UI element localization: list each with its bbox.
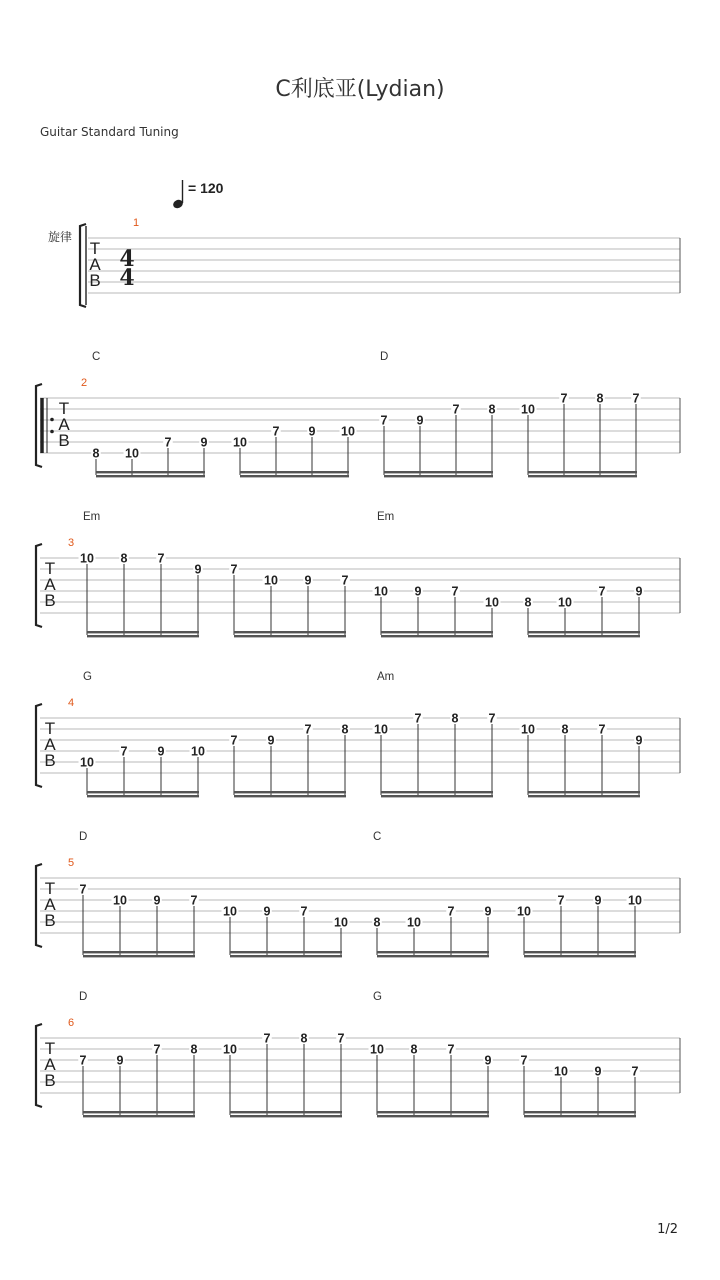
tab-letter-a: A: [44, 895, 56, 914]
beam: [524, 1111, 636, 1113]
beam: [528, 795, 640, 797]
fret-number: 8: [596, 391, 604, 406]
beam: [377, 955, 489, 957]
repeat-dot: [50, 418, 54, 422]
beam: [384, 475, 493, 477]
fret-number: 9: [267, 733, 275, 748]
beam: [96, 475, 205, 477]
fret-number: 9: [635, 584, 643, 599]
chord-name: Am: [377, 671, 395, 683]
system-bracket: [36, 704, 42, 787]
fret-number: 9: [594, 893, 602, 908]
measure-number: 3: [68, 537, 75, 549]
chord-name: D: [79, 831, 88, 843]
beam: [524, 955, 636, 957]
beam: [384, 471, 493, 473]
fret-number: 9: [416, 413, 424, 428]
beam: [83, 955, 195, 957]
fret-number: 8: [524, 595, 532, 610]
fret-number: 7: [380, 413, 388, 428]
page-number: 1/2: [657, 1222, 678, 1237]
beam: [381, 631, 493, 633]
track-name: 旋律: [48, 230, 73, 244]
fret-number: 10: [374, 584, 388, 599]
fret-number: 10: [485, 595, 499, 610]
fret-number: 10: [521, 402, 535, 417]
beam: [230, 955, 342, 957]
fret-number: 8: [410, 1042, 418, 1057]
fret-number: 8: [190, 1042, 198, 1057]
chord-name: Em: [83, 511, 101, 523]
fret-number: 10: [233, 435, 247, 450]
fret-number: 9: [484, 1053, 492, 1068]
chord-name: G: [83, 671, 92, 683]
beam: [528, 635, 640, 637]
beam: [528, 471, 637, 473]
fret-number: 7: [263, 1031, 271, 1046]
beam: [87, 795, 199, 797]
fret-number: 7: [520, 1053, 528, 1068]
tab-letter-a: A: [44, 735, 56, 754]
beam: [234, 631, 346, 633]
repeat-dot: [50, 430, 54, 434]
fret-number: 7: [300, 904, 308, 919]
fret-number: 9: [200, 435, 208, 450]
fret-number: 10: [554, 1064, 568, 1079]
tab-letter-b: B: [44, 1071, 56, 1090]
fret-number: 7: [447, 904, 455, 919]
beam: [524, 1115, 636, 1117]
fret-number: 7: [304, 722, 312, 737]
fret-number: 9: [414, 584, 422, 599]
beam: [240, 471, 349, 473]
measure-number: 5: [68, 857, 75, 869]
fret-number: 7: [153, 1042, 161, 1057]
fret-number: 7: [452, 402, 460, 417]
beam: [528, 631, 640, 633]
fret-number: 9: [263, 904, 271, 919]
system-bracket: [36, 1024, 42, 1107]
fret-number: 10: [521, 722, 535, 737]
fret-number: 9: [635, 733, 643, 748]
tab-letter-t: T: [44, 719, 56, 738]
fret-number: 10: [223, 904, 237, 919]
fret-number: 8: [373, 915, 381, 930]
score-title: C利底亚(Lydian): [275, 77, 445, 102]
tab-letter-t: T: [44, 559, 56, 578]
beam: [524, 951, 636, 953]
beam: [96, 471, 205, 473]
fret-number: 7: [79, 882, 87, 897]
chord-name: C: [92, 351, 101, 363]
fret-number: 7: [632, 391, 640, 406]
fret-number: 7: [598, 722, 606, 737]
fret-number: 10: [558, 595, 572, 610]
fret-number: 7: [341, 573, 349, 588]
tab-letter-t: T: [89, 239, 101, 258]
system-bracket: [36, 864, 42, 947]
fret-number: 7: [337, 1031, 345, 1046]
tab-letter-a: A: [44, 575, 56, 594]
fret-number: 10: [370, 1042, 384, 1057]
tab-letter-a: A: [58, 415, 70, 434]
beam: [83, 1111, 195, 1113]
fret-number: 10: [191, 744, 205, 759]
fret-number: 7: [230, 562, 238, 577]
beam: [87, 635, 199, 637]
fret-number: 8: [488, 402, 496, 417]
measure-number: 2: [81, 377, 88, 389]
fret-number: 10: [628, 893, 642, 908]
tab-letter-b: B: [44, 911, 56, 930]
fret-number: 9: [308, 424, 316, 439]
fret-number: 8: [561, 722, 569, 737]
beam: [377, 1115, 489, 1117]
fret-number: 9: [484, 904, 492, 919]
tab-letter-b: B: [58, 431, 70, 450]
fret-number: 10: [113, 893, 127, 908]
beam: [83, 951, 195, 953]
fret-number: 9: [594, 1064, 602, 1079]
fret-number: 7: [560, 391, 568, 406]
fret-number: 9: [157, 744, 165, 759]
fret-number: 10: [223, 1042, 237, 1057]
tempo-value: = 120: [188, 180, 224, 196]
fret-number: 8: [300, 1031, 308, 1046]
system-bracket: [80, 224, 86, 307]
fret-number: 10: [341, 424, 355, 439]
fret-number: 7: [164, 435, 172, 450]
beam: [87, 791, 199, 793]
fret-number: 7: [557, 893, 565, 908]
fret-number: 9: [116, 1053, 124, 1068]
tab-letter-a: A: [89, 255, 101, 274]
chord-name: G: [373, 991, 382, 1003]
fret-number: 7: [414, 711, 422, 726]
time-signature-bottom: 4: [119, 265, 135, 291]
beam: [377, 951, 489, 953]
beam: [528, 475, 637, 477]
beam: [381, 635, 493, 637]
fret-number: 7: [79, 1053, 87, 1068]
beam: [83, 1115, 195, 1117]
fret-number: 10: [125, 446, 139, 461]
fret-number: 7: [447, 1042, 455, 1057]
fret-number: 7: [120, 744, 128, 759]
tab-letter-t: T: [44, 879, 56, 898]
chord-name: C: [373, 831, 382, 843]
fret-number: 7: [488, 711, 496, 726]
fret-number: 10: [334, 915, 348, 930]
system-bracket: [36, 544, 42, 627]
tab-letter-b: B: [44, 591, 56, 610]
fret-number: 10: [80, 755, 94, 770]
fret-number: 10: [80, 551, 94, 566]
measure-number: 4: [68, 697, 75, 709]
beam: [230, 951, 342, 953]
beam: [87, 631, 199, 633]
fret-number: 9: [153, 893, 161, 908]
fret-number: 10: [407, 915, 421, 930]
beam: [240, 475, 349, 477]
beam: [234, 795, 346, 797]
fret-number: 8: [120, 551, 128, 566]
fret-number: 9: [304, 573, 312, 588]
measure-number: 6: [68, 1017, 75, 1029]
beam: [528, 791, 640, 793]
beam: [234, 635, 346, 637]
tab-letter-b: B: [89, 271, 101, 290]
beam: [381, 795, 493, 797]
fret-number: 9: [194, 562, 202, 577]
chord-name: D: [380, 351, 389, 363]
fret-number: 7: [598, 584, 606, 599]
fret-number: 10: [264, 573, 278, 588]
fret-number: 7: [190, 893, 198, 908]
beam: [230, 1115, 342, 1117]
fret-number: 7: [272, 424, 280, 439]
tab-letter-t: T: [58, 399, 70, 418]
tab-letter-b: B: [44, 751, 56, 770]
fret-number: 8: [92, 446, 100, 461]
fret-number: 8: [451, 711, 459, 726]
beam: [377, 1111, 489, 1113]
chord-name: Em: [377, 511, 395, 523]
fret-number: 10: [517, 904, 531, 919]
beam: [381, 791, 493, 793]
beam: [230, 1111, 342, 1113]
tab-letter-t: T: [44, 1039, 56, 1058]
fret-number: 7: [451, 584, 459, 599]
fret-number: 10: [374, 722, 388, 737]
tab-letter-a: A: [44, 1055, 56, 1074]
measure-number: 1: [133, 217, 140, 229]
fret-number: 8: [341, 722, 349, 737]
time-signature-top: 4: [119, 246, 135, 272]
beam: [234, 791, 346, 793]
fret-number: 7: [157, 551, 165, 566]
chord-name: D: [79, 991, 88, 1003]
tuning-label: Guitar Standard Tuning: [40, 125, 179, 139]
fret-number: 7: [230, 733, 238, 748]
fret-number: 7: [631, 1064, 639, 1079]
